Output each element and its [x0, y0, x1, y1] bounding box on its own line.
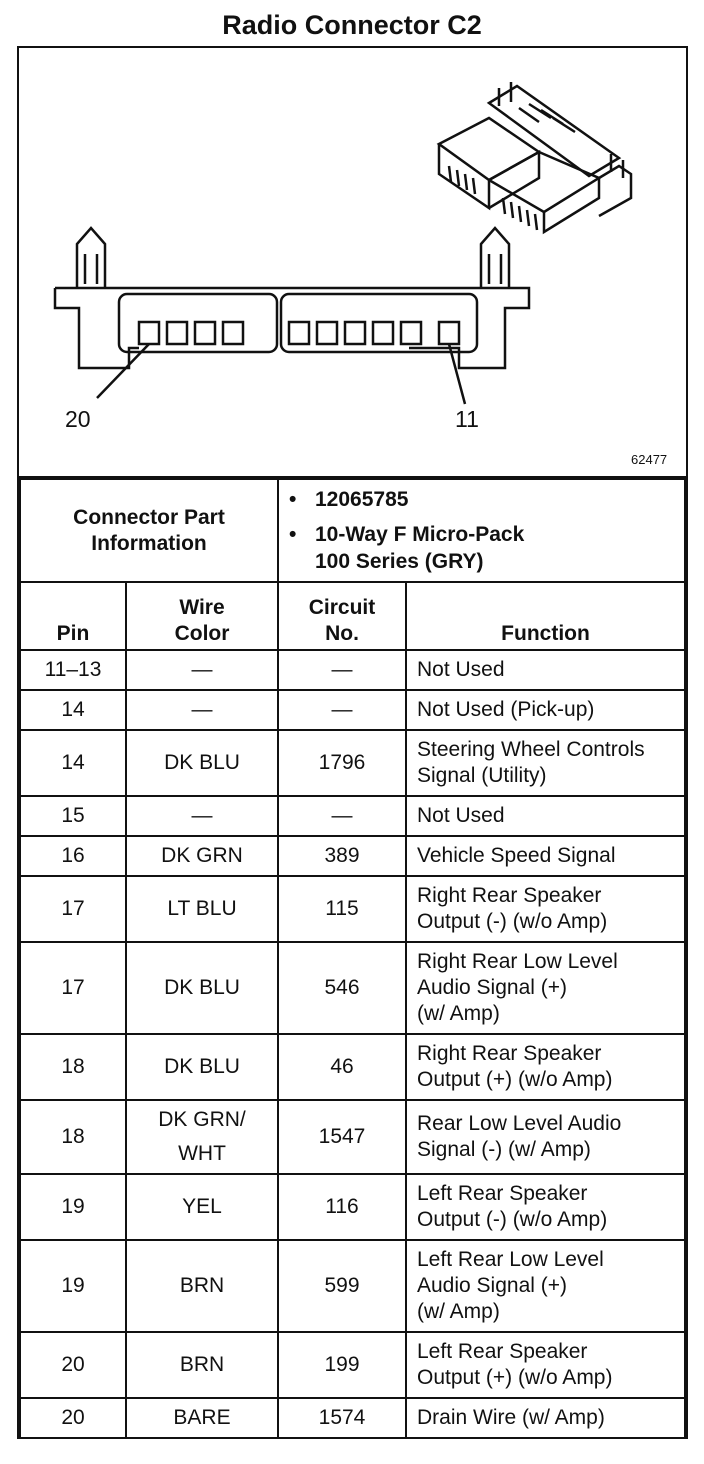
wire-color-cell: BRN	[126, 1240, 278, 1332]
function-line: Signal (Utility)	[417, 764, 547, 787]
function-line: (w/ Amp)	[417, 1300, 500, 1323]
function-line: Output (+) (w/o Amp)	[417, 1366, 613, 1389]
function-line: (w/ Amp)	[417, 1002, 500, 1025]
part-info-value	[278, 479, 685, 582]
function-cell	[406, 796, 685, 836]
wire-color-cell: DK BLU	[126, 1034, 278, 1100]
connector-table	[19, 478, 686, 1439]
wire-color-cell: DK GRN	[126, 836, 278, 876]
table-row	[20, 1332, 685, 1398]
wire-color-cell: —	[126, 796, 278, 836]
function-cell	[406, 1332, 685, 1398]
circuit-cell: 116	[278, 1174, 406, 1240]
table-row	[20, 836, 685, 876]
connector-front-view	[55, 228, 529, 404]
pin-cell: 20	[20, 1332, 126, 1398]
pin-cell: 19	[20, 1240, 126, 1332]
circuit-cell: —	[278, 796, 406, 836]
function-line: Left Rear Speaker	[417, 1182, 588, 1205]
wire-color-cell: BARE	[126, 1398, 278, 1438]
table-row	[20, 1100, 685, 1174]
table-row	[20, 1240, 685, 1332]
table-row	[20, 730, 685, 796]
function-cell	[406, 1174, 685, 1240]
figure-number: 62477	[631, 452, 668, 467]
header-row	[20, 582, 685, 650]
wire-color-cell: DK BLU	[126, 730, 278, 796]
function-line: Audio Signal (+)	[417, 976, 568, 999]
pin-cell: 14	[20, 690, 126, 730]
pin-cell: 17	[20, 942, 126, 1034]
connector-illustration	[19, 48, 686, 476]
function-line: Right Rear Speaker	[417, 884, 602, 907]
function-line: Right Rear Speaker	[417, 1042, 602, 1065]
table-row	[20, 650, 685, 690]
bullet-icon: •	[289, 523, 297, 546]
circuit-cell: 1574	[278, 1398, 406, 1438]
pin-cell: 17	[20, 876, 126, 942]
part-info-row	[20, 479, 685, 582]
function-cell	[406, 876, 685, 942]
circuit-cell: 389	[278, 836, 406, 876]
connector-frame	[17, 46, 688, 1439]
table-body	[20, 650, 685, 1438]
function-line: Audio Signal (+)	[417, 1274, 568, 1297]
circuit-cell: —	[278, 690, 406, 730]
circuit-cell: 115	[278, 876, 406, 942]
pin-cell: 16	[20, 836, 126, 876]
bullet-icon: •	[289, 488, 297, 511]
function-cell	[406, 1034, 685, 1100]
function-cell	[406, 690, 685, 730]
function-line: Output (+) (w/o Amp)	[417, 1068, 613, 1091]
page-title: Radio Connector C2	[222, 10, 482, 40]
circuit-cell: 546	[278, 942, 406, 1034]
wire-color-cell: DK BLU	[126, 942, 278, 1034]
function-line: Left Rear Low Level	[417, 1248, 604, 1271]
col-circuit: Circuit No.	[278, 582, 406, 650]
function-line: Output (-) (w/o Amp)	[417, 910, 608, 933]
function-line: Not Used (Pick-up)	[417, 698, 595, 721]
pin-cell: 14	[20, 730, 126, 796]
function-line: Not Used	[417, 658, 505, 681]
part-number: 12065785	[315, 488, 409, 511]
wire-color-cell: DK GRN/ WHT	[126, 1100, 278, 1174]
function-cell	[406, 1240, 685, 1332]
wire-color-cell: LT BLU	[126, 876, 278, 942]
col-function: Function	[406, 582, 685, 650]
table-row	[20, 796, 685, 836]
wire-color-cell: BRN	[126, 1332, 278, 1398]
function-cell	[406, 1398, 685, 1438]
function-line: Rear Low Level Audio	[417, 1112, 622, 1135]
circuit-cell: 46	[278, 1034, 406, 1100]
circuit-cell: 199	[278, 1332, 406, 1398]
function-cell	[406, 942, 685, 1034]
table-row	[20, 1034, 685, 1100]
pin-cell: 20	[20, 1398, 126, 1438]
table-row	[20, 876, 685, 942]
circuit-cell: 599	[278, 1240, 406, 1332]
wire-color-cell: —	[126, 650, 278, 690]
part-description-line1: 10-Way F Micro-Pack	[315, 523, 525, 546]
pin-cell: 11–13	[20, 650, 126, 690]
circuit-cell: —	[278, 650, 406, 690]
connector-isometric-view	[439, 82, 631, 232]
table-row	[20, 1398, 685, 1438]
function-cell	[406, 650, 685, 690]
wire-color-cell: YEL	[126, 1174, 278, 1240]
function-line: Vehicle Speed Signal	[417, 844, 616, 867]
function-line: Output (-) (w/o Amp)	[417, 1208, 608, 1231]
function-line: Left Rear Speaker	[417, 1340, 588, 1363]
pin-label-20: 20	[65, 406, 91, 432]
pin-cell: 19	[20, 1174, 126, 1240]
function-cell	[406, 1100, 685, 1174]
col-wire-color: Wire Color	[126, 582, 278, 650]
part-description-line2: 100 Series (GRY)	[315, 550, 484, 573]
part-info-label: Connector Part Information	[20, 479, 278, 582]
connector-diagram	[19, 48, 686, 478]
function-line: Signal (-) (w/ Amp)	[417, 1138, 591, 1161]
table-row	[20, 690, 685, 730]
function-line: Not Used	[417, 804, 505, 827]
table-row	[20, 942, 685, 1034]
pin-cell: 15	[20, 796, 126, 836]
circuit-cell: 1547	[278, 1100, 406, 1174]
pin-label-11: 11	[455, 406, 479, 432]
pin-cell: 18	[20, 1100, 126, 1174]
function-line: Drain Wire (w/ Amp)	[417, 1406, 605, 1429]
function-cell	[406, 836, 685, 876]
wire-color-cell: —	[126, 690, 278, 730]
circuit-cell: 1796	[278, 730, 406, 796]
pin-cell: 18	[20, 1034, 126, 1100]
function-line: Right Rear Low Level	[417, 950, 618, 973]
table-row	[20, 1174, 685, 1240]
function-cell	[406, 730, 685, 796]
col-pin: Pin	[20, 582, 126, 650]
function-line: Steering Wheel Controls	[417, 738, 645, 761]
